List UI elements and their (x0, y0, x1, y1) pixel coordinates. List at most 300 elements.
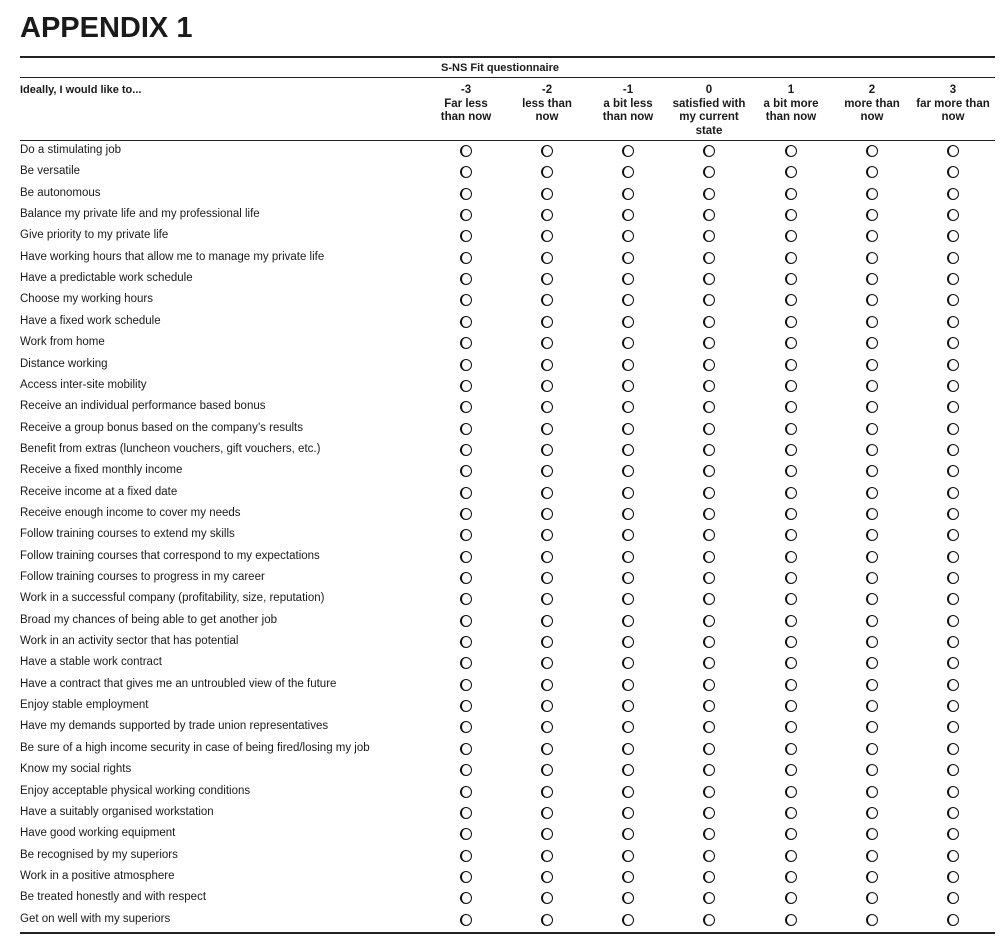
rating-radio[interactable] (785, 166, 797, 178)
rating-radio[interactable] (785, 359, 797, 371)
rating-radio[interactable] (866, 252, 878, 264)
rating-radio[interactable] (866, 828, 878, 840)
rating-radio[interactable] (622, 871, 634, 883)
rating-radio[interactable] (703, 252, 715, 264)
rating-radio[interactable] (785, 572, 797, 584)
rating-radio[interactable] (622, 593, 634, 605)
rating-radio[interactable] (785, 721, 797, 733)
column-header-line1: less than (522, 97, 572, 110)
rating-radio[interactable] (703, 871, 715, 883)
rating-radio[interactable] (541, 551, 553, 563)
rating-radio[interactable] (622, 892, 634, 904)
item-label: Broad my chances of being able to get another job (20, 613, 278, 626)
item-label: Have a suitably organised workstation (20, 805, 214, 818)
rating-radio[interactable] (703, 401, 715, 413)
item-label: Work in a successful company (profitability, size, reputation) (20, 592, 325, 605)
rating-radio[interactable] (947, 615, 959, 627)
rating-radio[interactable] (703, 636, 715, 648)
rating-radio[interactable] (703, 914, 715, 926)
rating-radio[interactable] (622, 743, 634, 755)
rating-radio[interactable] (866, 423, 878, 435)
rating-radio[interactable] (460, 294, 472, 306)
rating-radio[interactable] (703, 465, 715, 477)
rating-radio[interactable] (947, 721, 959, 733)
rating-radio[interactable] (541, 188, 553, 200)
rating-radio[interactable] (866, 914, 878, 926)
table-row (0, 717, 1007, 738)
rating-radio[interactable] (947, 508, 959, 520)
rating-radio[interactable] (703, 230, 715, 242)
rating-radio[interactable] (785, 529, 797, 541)
rating-radio[interactable] (947, 401, 959, 413)
rating-radio[interactable] (785, 700, 797, 712)
item-label: Follow training courses to extend my skills (20, 528, 235, 541)
table-row (0, 867, 1007, 888)
rating-radio[interactable] (460, 679, 472, 691)
column-header (504, 84, 590, 125)
rating-radio[interactable] (622, 786, 634, 798)
rating-radio[interactable] (622, 209, 634, 221)
rating-radio[interactable] (541, 743, 553, 755)
rating-radio[interactable] (622, 572, 634, 584)
rating-radio[interactable] (947, 230, 959, 242)
table-row (0, 782, 1007, 803)
rating-radio[interactable] (460, 316, 472, 328)
rating-radio[interactable] (785, 273, 797, 285)
rating-radio[interactable] (541, 230, 553, 242)
rating-radio[interactable] (622, 145, 634, 157)
rating-radio[interactable] (622, 230, 634, 242)
rating-radio[interactable] (703, 700, 715, 712)
rating-radio[interactable] (785, 294, 797, 306)
rating-radio[interactable] (541, 636, 553, 648)
rating-radio[interactable] (541, 294, 553, 306)
rating-radio[interactable] (622, 166, 634, 178)
rating-radio[interactable] (947, 294, 959, 306)
table-row (0, 653, 1007, 674)
rating-radio[interactable] (947, 914, 959, 926)
rating-radio[interactable] (866, 871, 878, 883)
rating-radio[interactable] (785, 914, 797, 926)
rating-radio[interactable] (541, 593, 553, 605)
rating-radio[interactable] (460, 636, 472, 648)
rating-radio[interactable] (785, 657, 797, 669)
rating-radio[interactable] (947, 423, 959, 435)
rating-radio[interactable] (947, 465, 959, 477)
rating-radio[interactable] (622, 657, 634, 669)
rating-radio[interactable] (703, 657, 715, 669)
rating-radio[interactable] (622, 423, 634, 435)
rating-radio[interactable] (703, 786, 715, 798)
rating-radio[interactable] (703, 337, 715, 349)
rating-radio[interactable] (866, 572, 878, 584)
rating-radio[interactable] (622, 337, 634, 349)
rating-radio[interactable] (947, 636, 959, 648)
rating-radio[interactable] (541, 487, 553, 499)
rating-radio[interactable] (541, 359, 553, 371)
rating-radio[interactable] (703, 892, 715, 904)
rating-radio[interactable] (947, 359, 959, 371)
rating-radio[interactable] (866, 209, 878, 221)
table-row (0, 397, 1007, 418)
rating-radio[interactable] (866, 551, 878, 563)
rating-radio[interactable] (947, 572, 959, 584)
rating-radio[interactable] (703, 850, 715, 862)
rating-radio[interactable] (541, 914, 553, 926)
rating-radio[interactable] (866, 359, 878, 371)
rating-radio[interactable] (460, 166, 472, 178)
rating-radio[interactable] (622, 636, 634, 648)
rating-radio[interactable] (866, 786, 878, 798)
rating-radio[interactable] (460, 764, 472, 776)
rating-radio[interactable] (947, 444, 959, 456)
rating-radio[interactable] (460, 188, 472, 200)
rating-radio[interactable] (866, 529, 878, 541)
rating-radio[interactable] (541, 380, 553, 392)
rating-radio[interactable] (785, 786, 797, 798)
rating-radio[interactable] (460, 657, 472, 669)
rating-radio[interactable] (541, 892, 553, 904)
rating-radio[interactable] (703, 721, 715, 733)
rating-radio[interactable] (866, 145, 878, 157)
rating-radio[interactable] (460, 252, 472, 264)
rating-radio[interactable] (460, 807, 472, 819)
rating-radio[interactable] (703, 487, 715, 499)
rating-radio[interactable] (785, 679, 797, 691)
prompt-header: Ideally, I would like to... (20, 84, 142, 96)
rating-radio[interactable] (947, 828, 959, 840)
table-row (0, 611, 1007, 632)
rating-radio[interactable] (947, 529, 959, 541)
item-label: Receive enough income to cover my needs (20, 506, 241, 519)
rating-radio[interactable] (703, 294, 715, 306)
table-row (0, 696, 1007, 717)
rating-radio[interactable] (460, 871, 472, 883)
rating-radio[interactable] (460, 786, 472, 798)
rating-radio[interactable] (541, 615, 553, 627)
rating-radio[interactable] (460, 145, 472, 157)
rating-radio[interactable] (622, 551, 634, 563)
rating-radio[interactable] (703, 615, 715, 627)
rating-radio[interactable] (541, 700, 553, 712)
rating-radio[interactable] (785, 615, 797, 627)
rating-radio[interactable] (460, 914, 472, 926)
rating-radio[interactable] (622, 700, 634, 712)
rating-radio[interactable] (460, 359, 472, 371)
rating-radio[interactable] (947, 337, 959, 349)
rating-radio[interactable] (947, 871, 959, 883)
item-label: Give priority to my private life (20, 229, 169, 242)
rating-radio[interactable] (541, 871, 553, 883)
rating-radio[interactable] (541, 657, 553, 669)
rating-radio[interactable] (460, 700, 472, 712)
rating-radio[interactable] (866, 508, 878, 520)
rating-radio[interactable] (541, 145, 553, 157)
rating-radio[interactable] (866, 273, 878, 285)
rating-radio[interactable] (785, 337, 797, 349)
rating-radio[interactable] (947, 807, 959, 819)
rating-radio[interactable] (460, 828, 472, 840)
rating-radio[interactable] (947, 380, 959, 392)
rating-radio[interactable] (541, 786, 553, 798)
rating-radio[interactable] (703, 743, 715, 755)
rating-radio[interactable] (866, 721, 878, 733)
rating-radio[interactable] (866, 657, 878, 669)
rating-radio[interactable] (703, 572, 715, 584)
rating-radio[interactable] (703, 679, 715, 691)
rating-radio[interactable] (541, 423, 553, 435)
rating-radio[interactable] (622, 252, 634, 264)
rating-radio[interactable] (541, 764, 553, 776)
rating-radio[interactable] (460, 551, 472, 563)
rating-radio[interactable] (541, 850, 553, 862)
rating-radio[interactable] (866, 188, 878, 200)
rating-radio[interactable] (947, 252, 959, 264)
rating-radio[interactable] (703, 508, 715, 520)
rating-radio[interactable] (541, 679, 553, 691)
rating-radio[interactable] (541, 508, 553, 520)
rating-radio[interactable] (866, 679, 878, 691)
rating-radio[interactable] (460, 593, 472, 605)
rating-radio[interactable] (541, 316, 553, 328)
rating-radio[interactable] (703, 145, 715, 157)
rating-radio[interactable] (460, 209, 472, 221)
table-row (0, 525, 1007, 546)
rating-radio[interactable] (703, 764, 715, 776)
rating-radio[interactable] (622, 529, 634, 541)
item-label: Be autonomous (20, 186, 101, 199)
rating-radio[interactable] (541, 209, 553, 221)
item-label: Receive income at a fixed date (20, 485, 178, 498)
rating-radio[interactable] (785, 636, 797, 648)
rating-radio[interactable] (866, 444, 878, 456)
rating-radio[interactable] (785, 316, 797, 328)
rating-radio[interactable] (947, 273, 959, 285)
column-header-value: 1 (787, 84, 795, 96)
item-label: Distance working (20, 357, 108, 370)
item-label: Follow training courses to progress in my career (20, 571, 265, 583)
item-label: Have a contract that gives me an untroubled view of the future (20, 677, 337, 690)
table-row (0, 632, 1007, 653)
rating-radio[interactable] (622, 444, 634, 456)
rating-radio[interactable] (947, 786, 959, 798)
rating-radio[interactable] (785, 551, 797, 563)
table-top-rule (20, 56, 995, 58)
rating-radio[interactable] (622, 294, 634, 306)
rating-radio[interactable] (622, 914, 634, 926)
rating-radio[interactable] (460, 230, 472, 242)
rating-radio[interactable] (785, 764, 797, 776)
rating-radio[interactable] (947, 209, 959, 221)
rating-radio[interactable] (541, 828, 553, 840)
rating-radio[interactable] (866, 807, 878, 819)
rating-radio[interactable] (703, 188, 715, 200)
item-label: Access inter-site mobility (20, 378, 147, 391)
rating-radio[interactable] (947, 316, 959, 328)
caption-rule (20, 77, 995, 78)
rating-radio[interactable] (866, 316, 878, 328)
rating-radio[interactable] (947, 188, 959, 200)
rating-radio[interactable] (703, 273, 715, 285)
table-row (0, 568, 1007, 589)
item-label: Choose my working hours (20, 293, 153, 306)
rating-radio[interactable] (785, 401, 797, 413)
rating-radio[interactable] (622, 807, 634, 819)
rating-radio[interactable] (460, 615, 472, 627)
rating-radio[interactable] (947, 679, 959, 691)
rating-radio[interactable] (460, 337, 472, 349)
rating-radio[interactable] (622, 508, 634, 520)
rating-radio[interactable] (541, 337, 553, 349)
rating-radio[interactable] (785, 743, 797, 755)
rating-radio[interactable] (947, 593, 959, 605)
rating-radio[interactable] (866, 294, 878, 306)
column-header-line1: satisfied with (672, 97, 746, 110)
rating-radio[interactable] (460, 850, 472, 862)
rating-radio[interactable] (622, 615, 634, 627)
table-row (0, 269, 1007, 290)
rating-radio[interactable] (866, 850, 878, 862)
rating-radio[interactable] (541, 401, 553, 413)
rating-radio[interactable] (866, 487, 878, 499)
rating-radio[interactable] (785, 230, 797, 242)
rating-radio[interactable] (703, 828, 715, 840)
rating-radio[interactable] (541, 572, 553, 584)
rating-radio[interactable] (460, 423, 472, 435)
rating-radio[interactable] (460, 508, 472, 520)
rating-radio[interactable] (541, 529, 553, 541)
rating-radio[interactable] (947, 487, 959, 499)
rating-radio[interactable] (947, 892, 959, 904)
rating-radio[interactable] (947, 145, 959, 157)
rating-radio[interactable] (460, 892, 472, 904)
rating-radio[interactable] (622, 316, 634, 328)
rating-radio[interactable] (460, 273, 472, 285)
rating-radio[interactable] (866, 764, 878, 776)
rating-radio[interactable] (622, 465, 634, 477)
rating-radio[interactable] (866, 892, 878, 904)
table-row (0, 440, 1007, 461)
rating-radio[interactable] (703, 209, 715, 221)
rating-radio[interactable] (703, 593, 715, 605)
rating-radio[interactable] (622, 487, 634, 499)
rating-radio[interactable] (622, 359, 634, 371)
rating-radio[interactable] (947, 700, 959, 712)
rating-radio[interactable] (785, 209, 797, 221)
rating-radio[interactable] (703, 551, 715, 563)
rating-radio[interactable] (785, 807, 797, 819)
rating-radio[interactable] (703, 423, 715, 435)
rating-radio[interactable] (460, 465, 472, 477)
rating-radio[interactable] (703, 380, 715, 392)
rating-radio[interactable] (866, 337, 878, 349)
rating-radio[interactable] (541, 721, 553, 733)
rating-radio[interactable] (460, 743, 472, 755)
rating-radio[interactable] (785, 593, 797, 605)
table-row (0, 376, 1007, 397)
rating-radio[interactable] (866, 593, 878, 605)
rating-radio[interactable] (947, 166, 959, 178)
rating-radio[interactable] (703, 316, 715, 328)
rating-radio[interactable] (785, 423, 797, 435)
rating-radio[interactable] (622, 850, 634, 862)
rating-radio[interactable] (460, 444, 472, 456)
rating-radio[interactable] (785, 380, 797, 392)
rating-radio[interactable] (866, 700, 878, 712)
rating-radio[interactable] (866, 615, 878, 627)
rating-radio[interactable] (460, 529, 472, 541)
rating-radio[interactable] (703, 807, 715, 819)
rating-radio[interactable] (703, 359, 715, 371)
rating-radio[interactable] (866, 743, 878, 755)
rating-radio[interactable] (866, 230, 878, 242)
column-header (910, 84, 996, 125)
rating-radio[interactable] (622, 401, 634, 413)
rating-radio[interactable] (622, 721, 634, 733)
rating-radio[interactable] (703, 444, 715, 456)
rating-radio[interactable] (785, 252, 797, 264)
rating-radio[interactable] (947, 551, 959, 563)
rating-radio[interactable] (785, 850, 797, 862)
rating-radio[interactable] (785, 465, 797, 477)
item-label: Enjoy acceptable physical working conditions (20, 784, 251, 797)
rating-radio[interactable] (785, 828, 797, 840)
rating-radio[interactable] (541, 166, 553, 178)
rating-radio[interactable] (785, 508, 797, 520)
rating-radio[interactable] (785, 145, 797, 157)
rating-radio[interactable] (460, 721, 472, 733)
rating-radio[interactable] (622, 679, 634, 691)
rating-radio[interactable] (947, 657, 959, 669)
rating-radio[interactable] (460, 487, 472, 499)
rating-radio[interactable] (460, 380, 472, 392)
item-label: Do a stimulating job (20, 144, 121, 156)
rating-radio[interactable] (703, 166, 715, 178)
column-header-value: 2 (868, 84, 876, 96)
rating-radio[interactable] (785, 444, 797, 456)
rating-radio[interactable] (622, 188, 634, 200)
rating-radio[interactable] (866, 380, 878, 392)
rating-radio[interactable] (785, 871, 797, 883)
column-header-line3: state (695, 124, 723, 137)
item-label: Have a stable work contract (20, 656, 162, 669)
rating-radio[interactable] (785, 892, 797, 904)
rating-radio[interactable] (866, 401, 878, 413)
rating-radio[interactable] (622, 380, 634, 392)
rating-radio[interactable] (785, 487, 797, 499)
rating-radio[interactable] (541, 252, 553, 264)
rating-radio[interactable] (460, 572, 472, 584)
rating-radio[interactable] (622, 764, 634, 776)
rating-radio[interactable] (541, 444, 553, 456)
item-label: Enjoy stable employment (20, 699, 149, 712)
rating-radio[interactable] (947, 764, 959, 776)
rating-radio[interactable] (866, 465, 878, 477)
rating-radio[interactable] (947, 850, 959, 862)
column-header-line1: a bit more (763, 97, 819, 110)
rating-radio[interactable] (541, 465, 553, 477)
rating-radio[interactable] (703, 529, 715, 541)
rating-radio[interactable] (541, 807, 553, 819)
rating-radio[interactable] (866, 166, 878, 178)
rating-radio[interactable] (541, 273, 553, 285)
rating-radio[interactable] (622, 828, 634, 840)
rating-radio[interactable] (785, 188, 797, 200)
rating-radio[interactable] (460, 401, 472, 413)
rating-radio[interactable] (622, 273, 634, 285)
rating-radio[interactable] (947, 743, 959, 755)
rating-radio[interactable] (866, 636, 878, 648)
